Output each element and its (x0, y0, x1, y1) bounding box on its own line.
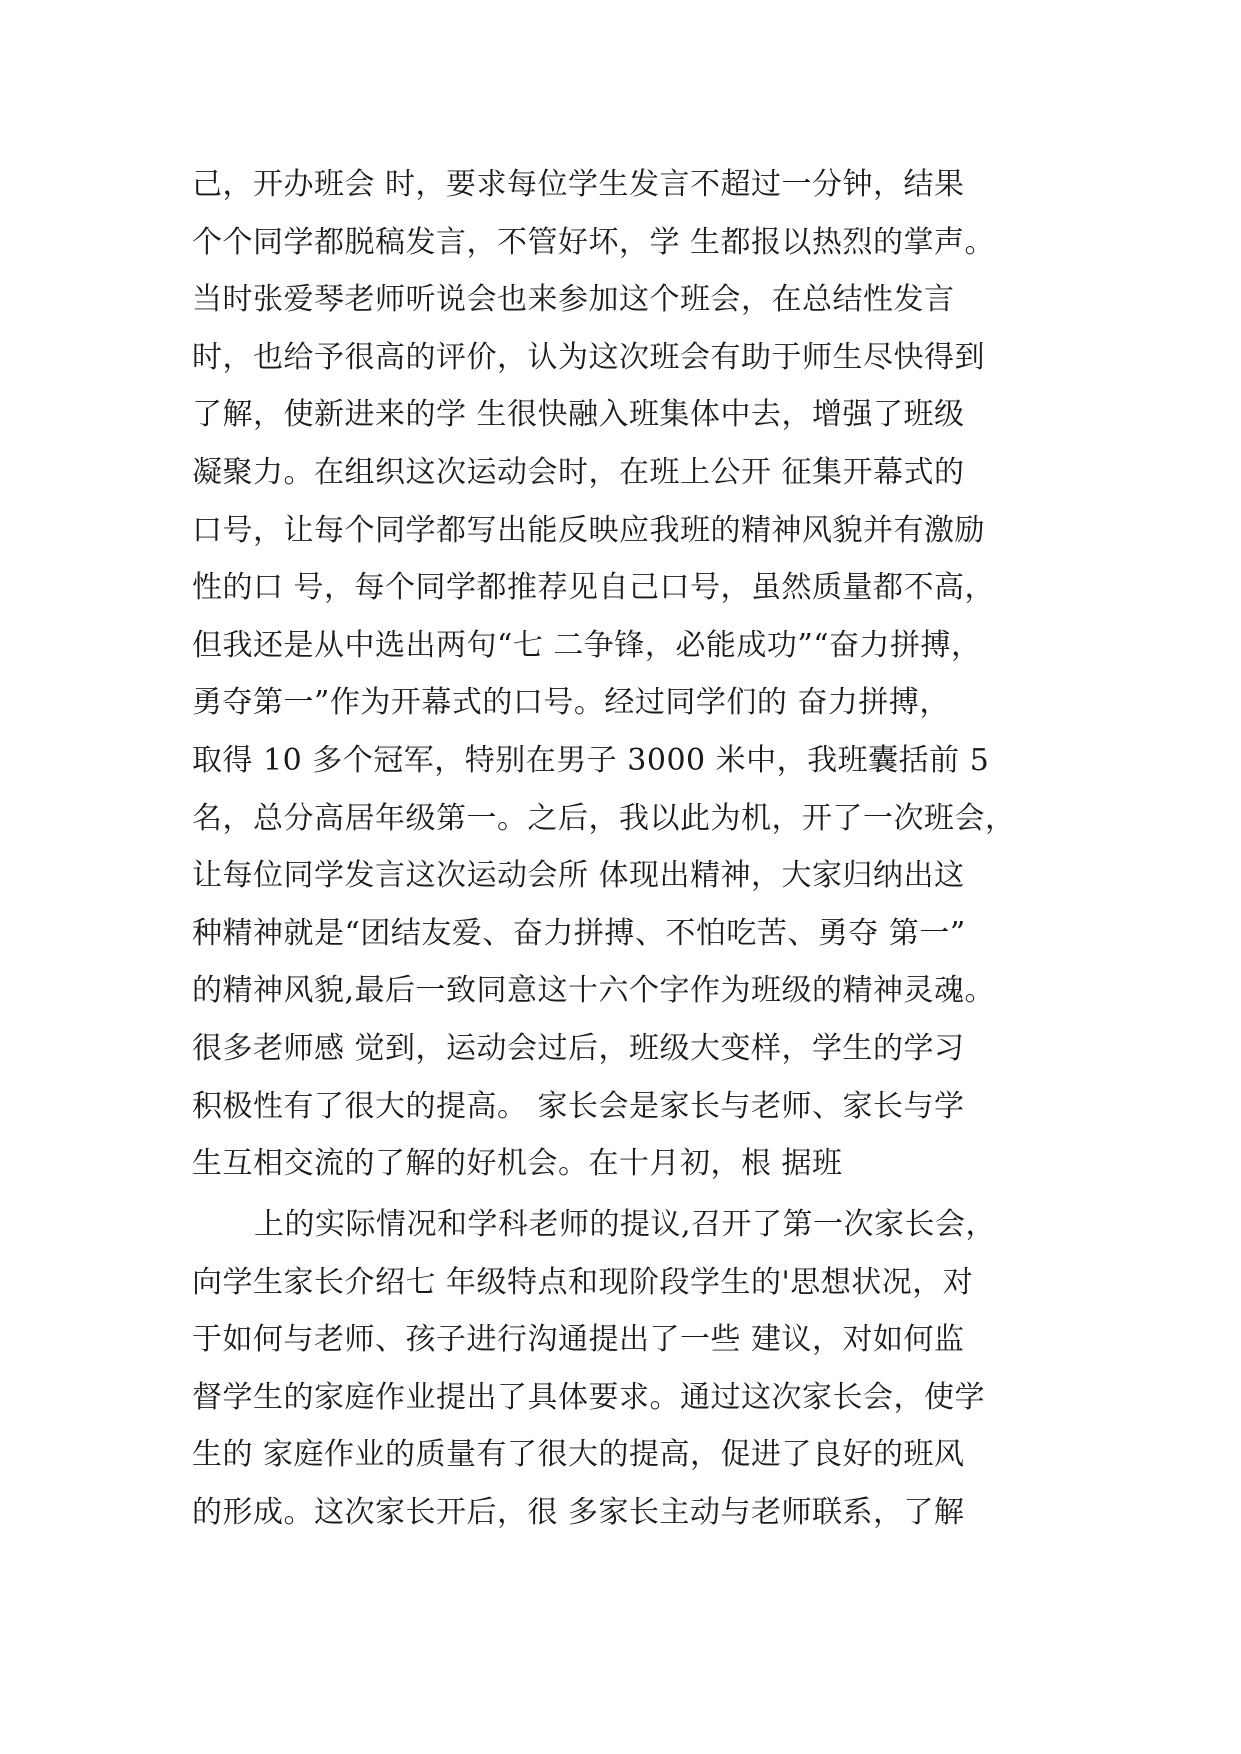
text-line: 于如何与老师、孩子进行沟通提出了一些 建议，对如何监 (192, 1322, 965, 1358)
text-line: 但我还是从中选出两句“七 二争锋，必能成功”“奋力拼搏， (192, 627, 982, 663)
paragraph-class-meeting (192, 156, 1072, 1193)
text-line: 己，开办班会 时，要求每位学生发言不超过一分钟，结果 (192, 167, 965, 202)
text-line: 种精神就是“团结友爱、奋力拼搏、不怕吃苦、勇夺 第一” (192, 915, 966, 951)
text-line: 的形成。这次家长开后，很 多家长主动与老师联系，了解 (192, 1494, 965, 1530)
text-line: 生的 家庭作业的质量有了很大的提高，促进了良好的班风 (192, 1437, 965, 1473)
text-line: 个个同学都脱稿发言，不管好坏，学 生都报以热烈的掌声。 (192, 224, 996, 260)
text-line: 让每位同学发言这次运动会所 体现出精神，大家归纳出这 (192, 858, 965, 894)
text-line: 很多老师感 觉到，运动会过后，班级大变样，学生的学习 (192, 1030, 965, 1066)
text-line: 的精神风貌,最后一致同意这十六个字作为班级的精神灵魂。 (192, 973, 996, 1009)
text-line: 取得 10 多个冠军，特别在男子 3000 米中，我班囊括前 5 (192, 742, 990, 778)
paragraph-parent-meeting (192, 1196, 1072, 1542)
text-line: 向学生家长介绍七 年级特点和现阶段学生的'思想状况，对 (192, 1264, 974, 1300)
text-line: 了解，使新进来的学 生很快融入班集体中去，增强了班级 (192, 397, 965, 433)
text-line: 勇夺第一”作为开幕式的口号。经过同学们的 奋力拼搏， (192, 685, 950, 721)
text-line: 积极性有了很大的提高。 家长会是家长与老师、家长与学 (192, 1088, 965, 1124)
text-line: 性的口 号，每个同学都推荐见自己口号，虽然质量都不高， (192, 570, 996, 606)
text-line: 督学生的家庭作业提出了具体要求。通过这次家长会，使学 (192, 1379, 985, 1415)
text-line: 上的实际情况和学科老师的提议,召开了第一次家长会， (254, 1207, 997, 1242)
text-line: 口号，让每个同学都写出能反映应我班的精神风貌并有激励 (192, 512, 985, 548)
text-line: 生互相交流的了解的好机会。在十月初，根 据班 (192, 1146, 843, 1182)
text-line: 时，也给予很高的评价，认为这次班会有助于师生尽快得到 (192, 339, 985, 375)
text-line: 当时张爱琴老师听说会也来参加这个班会，在总结性发言 (192, 282, 955, 318)
text-line: 凝聚力。在组织这次运动会时，在班上公开 征集开幕式的 (192, 454, 965, 490)
text-line: 名，总分高居年级第一。之后，我以此为机，开了一次班会， (192, 800, 1016, 836)
